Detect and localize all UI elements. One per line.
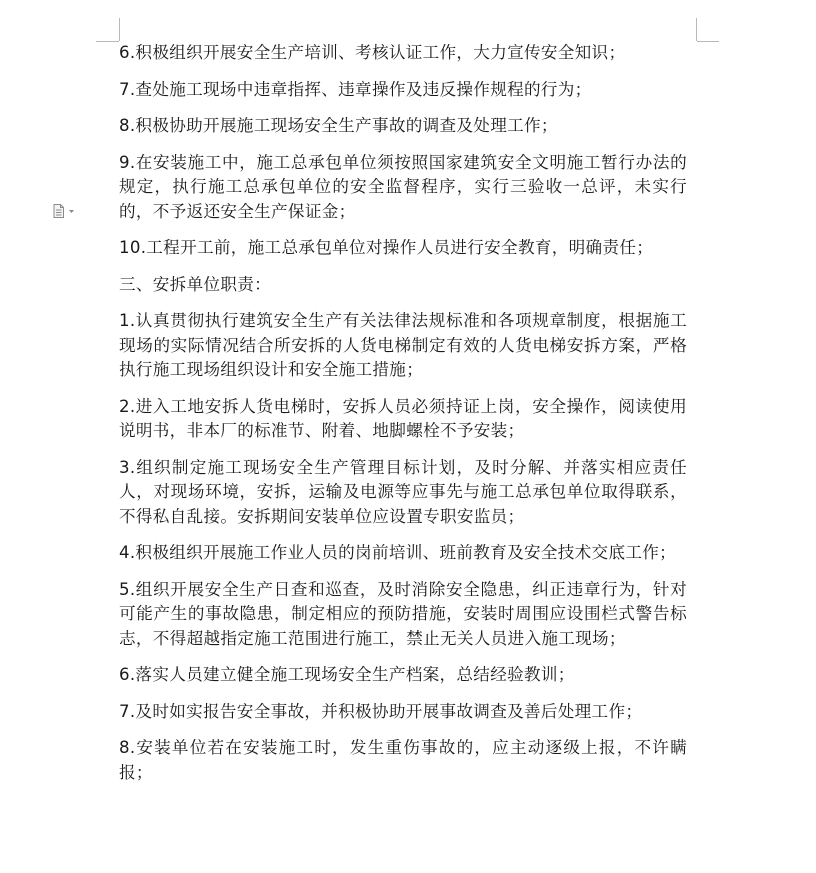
paragraph-options-icon[interactable] bbox=[53, 203, 77, 217]
paragraph-9: 4.积极组织开展施工作业人员的岗前培训、班前教育及安全技术交底工作； bbox=[119, 543, 677, 562]
paragraph-options-icon-graphic bbox=[53, 204, 77, 218]
crop-mark-top-right-horizontal bbox=[697, 41, 719, 42]
paragraph-5: 10.工程开工前，施工总承包单位对操作人员进行安全教育，明确责任； bbox=[119, 238, 654, 257]
paragraph-1: 6.积极组织开展安全生产培训、考核认证工作，大力宣传安全知识； bbox=[119, 43, 626, 62]
paragraph-13: 8.安装单位若在安装施工时，发生重伤事故的，应主动逐级上报，不许瞒报； bbox=[119, 738, 687, 782]
paragraph-8: 3.组织制定施工现场安全生产管理目标计划，及时分解、并落实相应责任人，对现场环境，安拆，运输及电源等应事先与施工总承包单位取得联系，不得私自乱接。安拆期间安装单位应设置专职安监员； bbox=[119, 457, 687, 526]
paragraph-3: 8.积极协助开展施工现场安全生产事故的调查及处理工作； bbox=[119, 116, 558, 135]
paragraph-7: 2.进入工地安拆人货电梯时，安拆人员必须持证上岗，安全操作，阅读使用说明书，非本厂的标准节、附着、地脚螺栓不予安装； bbox=[119, 396, 687, 440]
crop-mark-top-right-vertical bbox=[696, 18, 697, 41]
crop-mark-top-left-vertical bbox=[119, 18, 120, 41]
paragraph-10: 5.组织开展安全生产日查和巡查，及时消除安全隐患，纠正违章行为，针对可能产生的事故隐患，制定相应的预防措施，安装时周围应设围栏式警告标志，不得超越指定施工范围进行施工，禁止无关人员进入施工现场； bbox=[119, 579, 687, 648]
paragraph-2: 7.查处施工现场中违章指挥、违章操作及违反操作规程的行为； bbox=[119, 79, 592, 99]
paragraph-6: 1.认真贯彻执行建筑安全生产有关法律法规标准和各项规章制度，根据施工现场的实际情况结合所安拆的人货电梯制定有效的人货电梯安拆方案，严格执行施工现场组织设计和安全施工措施； bbox=[119, 311, 687, 379]
crop-mark-top-left-horizontal bbox=[96, 41, 119, 42]
paragraph-11: 6.落实人员建立健全施工现场安全生产档案，总结经验教训； bbox=[119, 665, 575, 684]
section-heading: 三、安拆单位职责： bbox=[119, 274, 272, 294]
paragraph-4: 9.在安装施工中，施工总承包单位须按照国家建筑安全文明施工暂行办法的规定，执行施工总承包单位的安全监督程序，实行三验收一总评，未实行的，不予返还安全生产保证金； bbox=[119, 152, 687, 221]
paragraph-12: 7.及时如实报告安全事故，并积极协助开展事故调查及善后处理工作； bbox=[119, 701, 643, 721]
document-body bbox=[119, 41, 687, 785]
